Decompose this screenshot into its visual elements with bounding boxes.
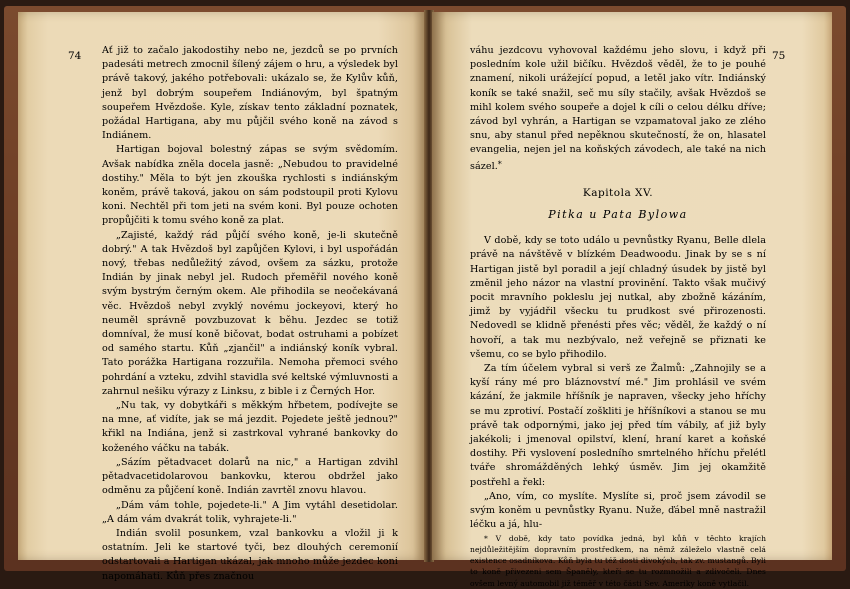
left-paragraph: Hartigan bojoval bolestný zápas se svým svědomím. Avšak nabídka zněla docela jasně: „Nebudou to pravidelné dostihy." Měla to být jen zkouška rychlosti s indiánským koněm, právě taková, jakou on sám podstoupil proti Kylovu koni. Nechtěl při tom jeti na svém koni. Byl pouze ochoten propůjčiti k tomu svého koně za plat. [102, 144, 398, 227]
right-lead-text: váhu jezdcovu vyhovoval každému jeho slovu, i když při posledním kole užil bičíku. Hvězdoš věděl, že to je pouhé znamení, nikoli urážející popud, a letěl jako vítr. Indiánský koník se také snažil, seč mu síly stačily, avšak Hvězdoš se mihl kolem svého soupeře a dojel k cíli o celou délku dříve; závod byl vyhrán, a Hartigan se vzpamatoval jako ze zlého snu, aby stanul před nepěknou skutečností, že on, hlasatel evangelia, nejen jel na koňských závodech, ale také na nich sázel. [470, 45, 766, 172]
right-paragraph: Za tím účelem vybral si verš ze Žalmů: „Zahnojily se a kyší rány mé pro bláznovství mé." Jim prohlásil ve svém kázání, že jakmile hříšník je napraven, všecky jeho hříchy se mu zprotiví. Postačí zoškliti je hříšníkovi a stanou se mu právě tak odpornými, jako jej před tím vábily, ať již byly jakékoli; i jmenoval opilství, klení, hraní karet a koňské dostihy. Při vyslovení posledního smrtelného hříchu přelétl tváře shromážděných lehký úsměv. Jim jej okamžitě postřehl a řekl: [470, 363, 766, 488]
left-paragraph: „Zajisté, každý rád půjčí svého koně, je-li skutečně dobrý." A tak Hvězdoš byl zapůjčen Kylovi, i byl uspořádán nový, třebas nedůležitý závod, ovšem za sázku, protože Indián by jinak nebyl jel. Rudoch přeměřil nového koně svým bystrým černým okem. Ale přihodila se neočekávaná věc. Hvězdoš nebyl zvyklý novému jockeyovi, který ho neuměl správně povzbuzovat k běhu. Jezdec se totiž domníval, že musí koně bičovat, bodat ostruhami a pobízet od samého startu. Kůň „zjančil" a indiánský koník vybral. Tato porážka Hartigana rozzuřila. Nemoha přemoci svého pohrdání a vzteku, zdvihl stavidla své keltské výmluvnosti a zahrnul nešiku výrazy z Linksu, z bible i z Černých Hor. [102, 229, 398, 397]
chapter-heading: Kapitola XV. [582, 186, 654, 199]
right-paragraph: „Ano, vím, co myslíte. Myslíte si, proč jsem závodil se svým koněm u pevnůstky Ryanu. Nuže, ďábel mně nastražil léčku a já, hlu- [470, 490, 766, 531]
footnote-reference-mark: * [497, 159, 502, 169]
footnote [470, 533, 766, 589]
right-page-text [470, 44, 766, 589]
left-page-number: 74 [68, 50, 82, 62]
left-paragraph: Ať již to začalo jakodostihy nebo ne, jezdců se po prvních padesáti metrech zmocnil šílený zájem o hru, a výsledek byl právě takový, jakého potřebovali: ukázalo se, že Kylův kůň, jenž byl dobrým soupeřem Indiánovým, byl špatným soupeřem Hvězdoše. Kyle, získav tento základní poznatek, požádal Hartigana, aby mu půjčil svého koně na závod s Indiánem. [102, 45, 398, 142]
chapter-title: Pitka u Pata Bylowa [548, 208, 688, 222]
right-paragraph: V době, kdy se toto událo u pevnůstky Ryanu, Belle dlela právě na návštěvě v blízkém Deadwoodu. Jinak by se s ní Hartigan jistě byl poradil a její chladný úsudek by jistě byl změnil jeho názor na vlastní provinění. Takto však mučivý pocit mravního pokleslu jej nutkal, aby zbožně kázáním, jimž by vyjádřil všecku tu prudkost své přirozenosti. Nedovedl se klidně přenésti přes věc; věděl, že každý o ní hovoří, a tak mu nezbývalo, než veřejně se přiznati ke všemu, co se bylo přihodilo. [470, 235, 766, 360]
footnote-text: V době, kdy tato povídka jedná, byl kůň v těchto krajích nejdůležitějším dopravním prostředkem, na němž záleželo vlastně celá existence osadníkova. Kůň byla tu též dosti divokých, tak zv. mustangů. Byli to koně přivezeni sem Španěly, kteří se tu rozmnožili a zdivočeli. Dnes ovšem levný automobil již téměř v této části Sev. Ameriky koně vytlačil. [470, 533, 767, 588]
left-paragraph: „Dám vám tohle, pojedete-li." A Jim vytáhl desetidolar. „A dám vám dvakrát tolik, vyhrajete-li." [102, 499, 398, 525]
left-page-text [102, 44, 398, 584]
right-lead-paragraph [470, 44, 766, 174]
left-paragraph: Indián svolil posunkem, vzal bankovku a vložil ji k ostatním. Jeli ke startové tyči, bez dlouhých ceremonií odstartovali a Hartigan ukázal, jak mnoho může jezdec koni napomáhati. Kůň přes značnou [102, 527, 398, 582]
footnote-mark: * [484, 533, 488, 543]
right-page-number: 75 [772, 50, 786, 62]
left-paragraph: „Sázím pětadvacet dolarů na nic," a Hartigan zdvihl pětadvacetidolarovou bankovku, kterou obdržel jako odměnu za půjčení koně. Indián zavrtěl znovu hlavou. [102, 456, 398, 497]
left-paragraph: „Nu tak, vy dobytkáři s měkkým hřbetem, podívejte se na mne, ať vidíte, jak se má jezdit. Pojedete ještě jednou?" křikl na Indiána, jenž si zastrkoval vyhrané bankovky do koženého váčku na tabák. [102, 400, 398, 454]
